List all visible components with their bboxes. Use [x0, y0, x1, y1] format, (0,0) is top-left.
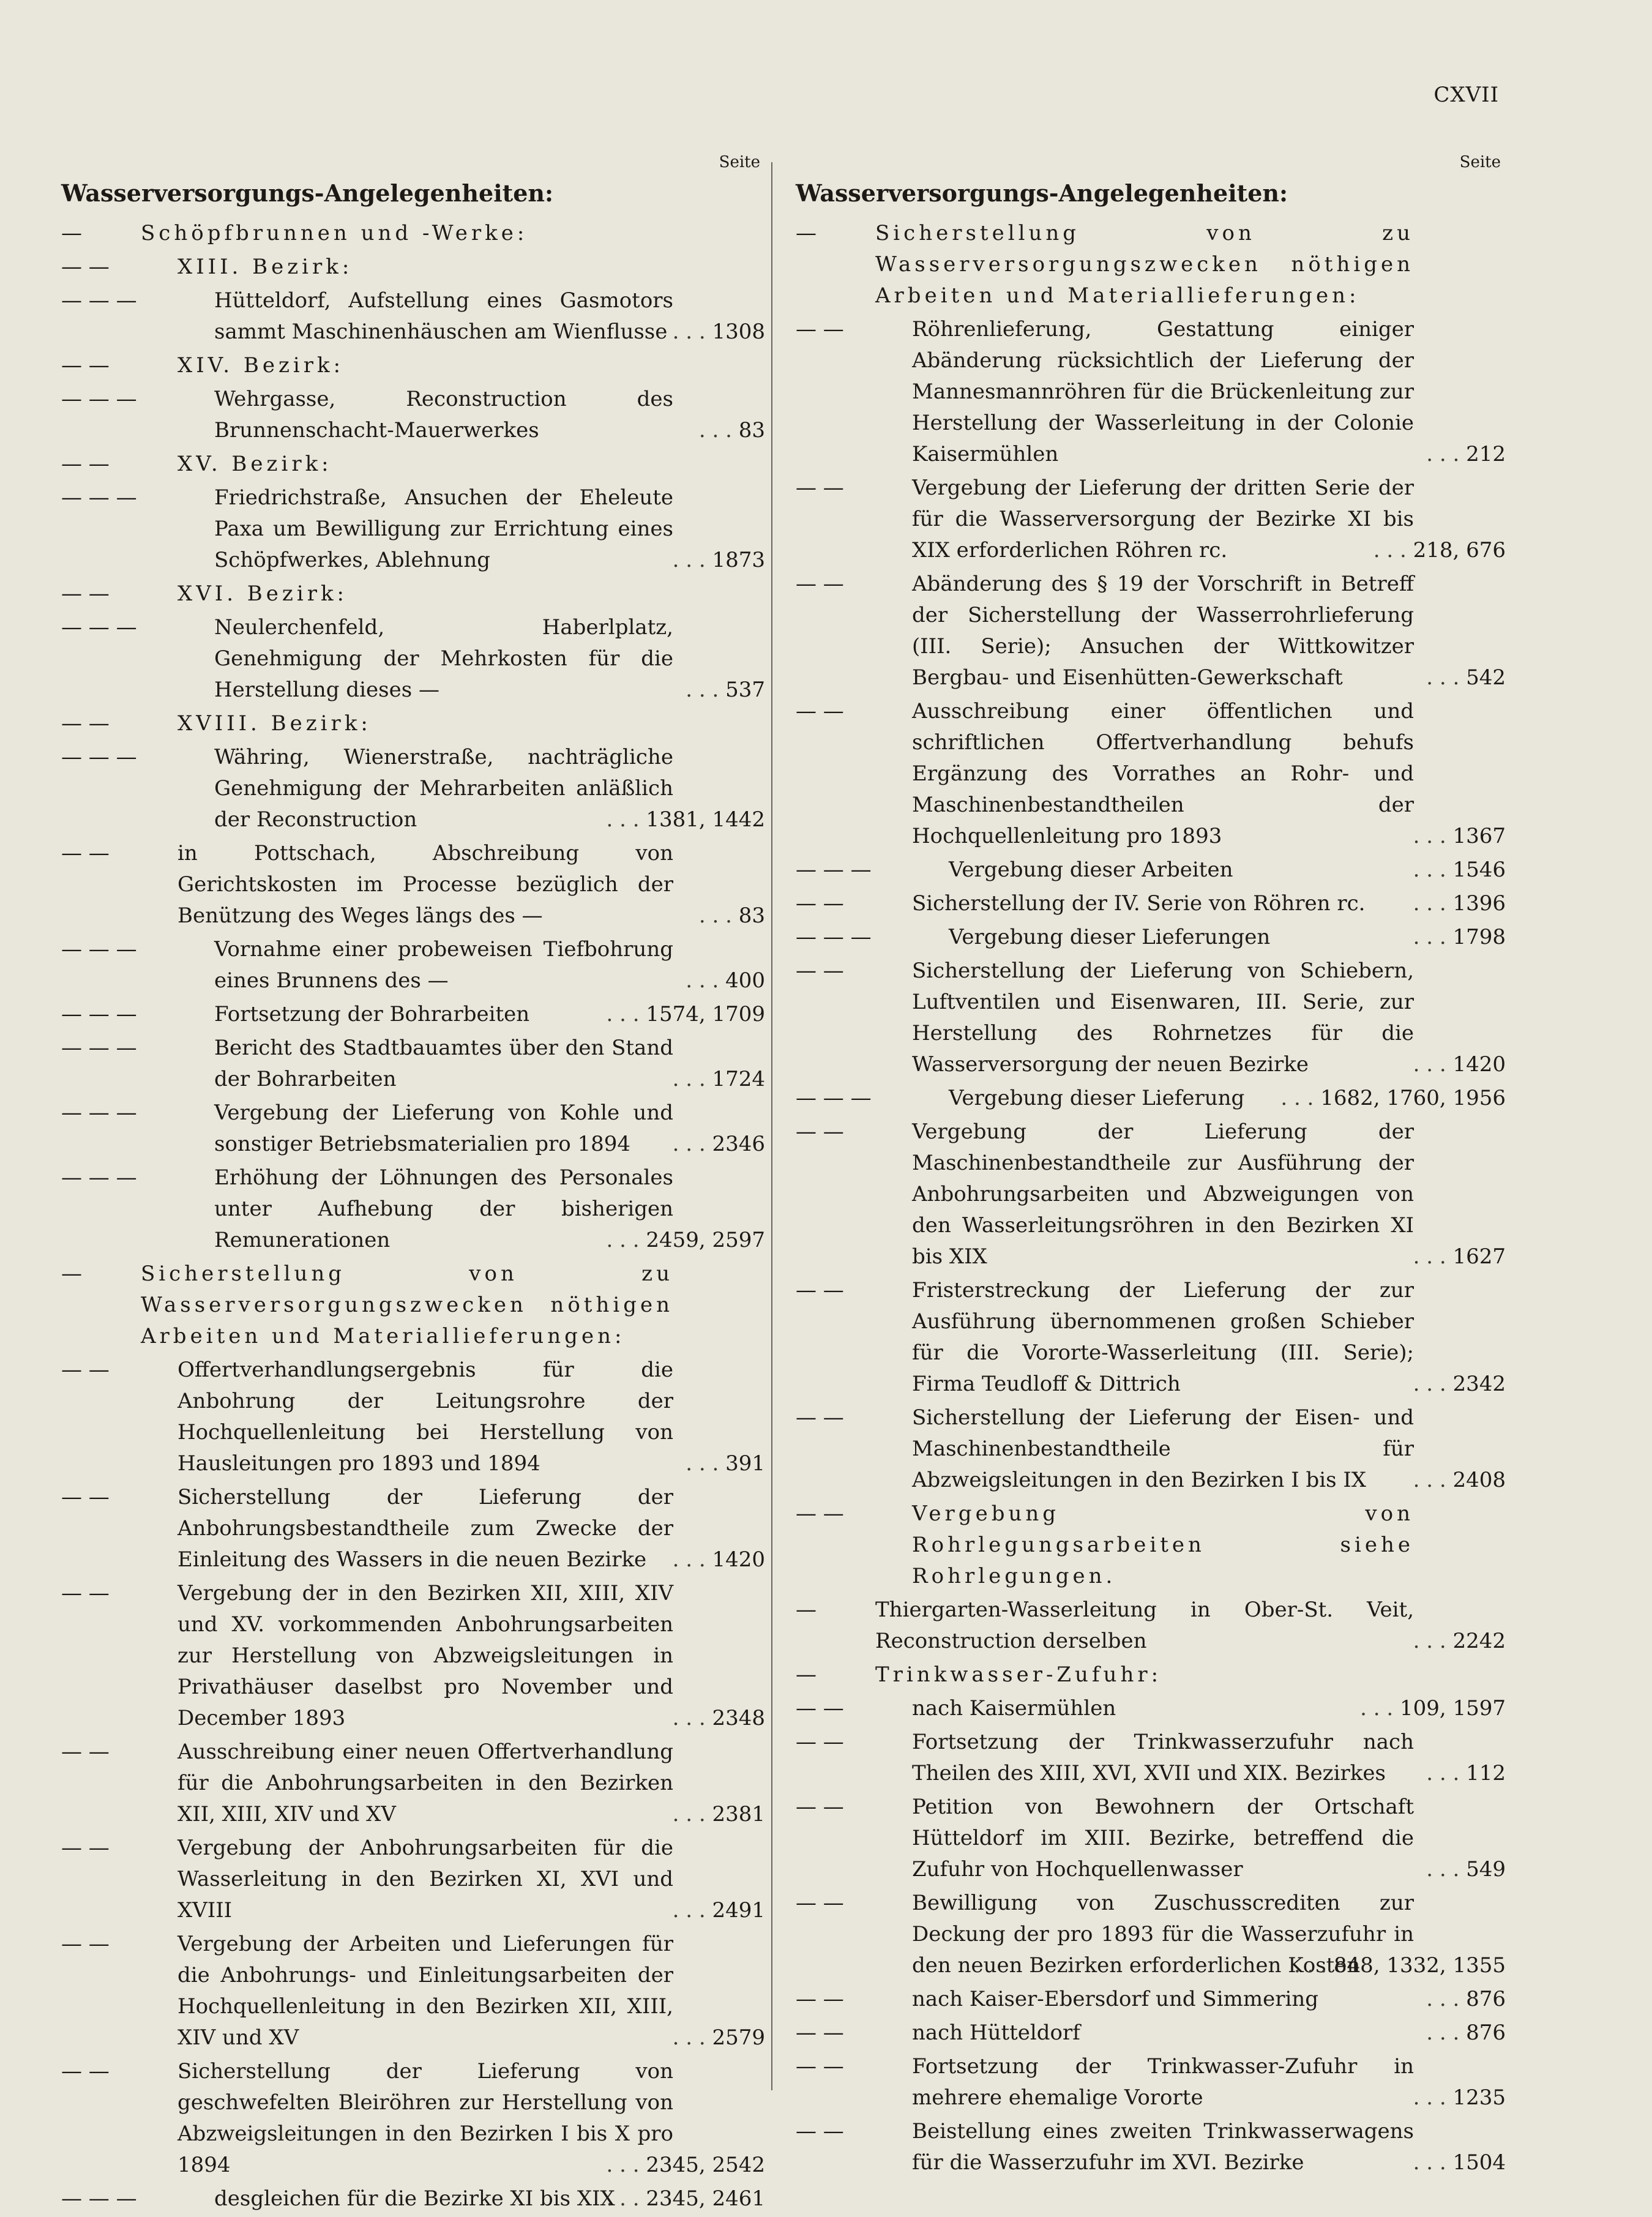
- index-entry: [796, 2116, 1506, 2178]
- entry-dash: — — —: [796, 925, 872, 949]
- entry-page-ref: . . . 1367: [1413, 821, 1506, 852]
- entry-dash: — —: [61, 255, 110, 279]
- entry-dash: — —: [61, 1358, 110, 1382]
- entry-text: Vergebung der in den Bezirken XII, XIII, XIV und XV. vorkommenden Anbohrungsarbeiten zur Herstellung von Abzweigsleitungen in Privathäuser daselbst pro November und December 1893: [178, 1581, 673, 1730]
- index-entry: [796, 2051, 1506, 2114]
- index-entry: [61, 1162, 765, 1256]
- entry-page-ref: . . . 2491: [673, 1895, 765, 1926]
- index-entry: [796, 854, 1506, 886]
- entry-text: Vergebung der Lieferung der dritten Serie der für die Wasserversorgung der Bezirke XI bis XIX erforderlichen Röhren rc.: [912, 476, 1414, 563]
- entry-text: Vergebung der Lieferung der Maschinenbestandtheile zur Ausführung der Anbohrungsarbeiten und Abzweigungen von den Wasserleitungsröhren in den Bezirken XI bis XIX: [912, 1120, 1414, 1269]
- entry-page-ref: . . . 2408: [1413, 1465, 1506, 1496]
- entry-dash: — —: [796, 959, 844, 983]
- entry-text: Währing, Wienerstraße, nachträgliche Genehmigung der Mehrarbeiten anläßlich der Reconstruction: [214, 745, 673, 832]
- entry-page-ref: . . . 2459, 2597: [606, 1225, 765, 1256]
- entry-dash: — —: [61, 353, 110, 378]
- entry-page-ref: . . . 109, 1597: [1360, 1693, 1506, 1724]
- entry-dash: — —: [61, 1836, 110, 1860]
- index-entry: [796, 569, 1506, 694]
- index-entry: [796, 888, 1506, 919]
- entry-text: Sicherstellung von zu Wasserversorgungszwecken nöthigen Arbeiten und Materiallieferungen:: [875, 221, 1414, 308]
- index-entry: [61, 1833, 765, 1926]
- entry-page-ref: . . . 1798: [1413, 922, 1506, 953]
- entry-page-ref: . . . 1396: [1413, 888, 1506, 919]
- entry-page-ref: . . . 1235: [1413, 2082, 1506, 2114]
- entry-dash: — —: [796, 572, 844, 596]
- index-entry: [61, 1737, 765, 1830]
- index-entry: [796, 314, 1506, 470]
- entry-text: Friedrichstraße, Ansuchen der Eheleute Paxa um Bewilligung zur Errichtung eines Schöpfwerkes, Ablehnung: [214, 485, 673, 572]
- index-entry: [796, 218, 1506, 312]
- left-column: [61, 153, 765, 2217]
- entry-dash: — —: [61, 711, 110, 736]
- entry-page-ref: . . . 83: [699, 415, 765, 446]
- index-entry: [796, 1659, 1506, 1691]
- index-entry: [61, 1929, 765, 2054]
- entry-page-ref: . . . 2242: [1413, 1626, 1506, 1657]
- entry-page-ref: . . . 1724: [673, 1064, 765, 1095]
- entry-page-ref: . . . 542: [1426, 662, 1506, 694]
- entry-page-ref: . . . 1546: [1413, 854, 1506, 886]
- entry-page-ref: . . . 1682, 1760, 1956: [1280, 1083, 1506, 1114]
- entry-dash: — — —: [61, 288, 137, 313]
- index-entry: [61, 838, 765, 932]
- index-entry: [61, 934, 765, 996]
- index-entry: [796, 1693, 1506, 1724]
- entry-text: Sicherstellung von zu Wasserversorgungszwecken nöthigen Arbeiten und Materiallieferungen:: [141, 1262, 673, 1348]
- index-entry: [61, 218, 765, 249]
- entry-page-ref: . . . 112: [1426, 1758, 1506, 1789]
- index-entry: [61, 285, 765, 348]
- entry-page-ref: . . . 1504: [1413, 2147, 1506, 2178]
- entry-text: nach Hütteldorf: [912, 2021, 1080, 2045]
- entry-dash: — —: [796, 1278, 844, 1303]
- entry-dash: — —: [796, 1795, 844, 1819]
- index-entry: [61, 1578, 765, 1734]
- entry-dash: —: [796, 221, 817, 245]
- entry-text: Fortsetzung der Trinkwasserzufuhr nach Theilen des XIII, XVI, XVII und XIX. Bezirkes: [912, 1730, 1414, 1785]
- entry-page-ref: . . . 2345, 2542: [606, 2150, 765, 2181]
- index-entry: [61, 384, 765, 446]
- entry-text: Vergebung dieser Lieferung: [949, 1086, 1245, 1110]
- entry-dash: — — —: [61, 387, 137, 411]
- entry-dash: — —: [796, 1696, 844, 1721]
- entry-text: Bericht des Stadtbauamtes über den Stand der Bohrarbeiten: [214, 1036, 673, 1091]
- index-entry: [796, 1083, 1506, 1114]
- entry-dash: — —: [61, 452, 110, 476]
- entry-page-ref: . . . 391: [686, 1448, 765, 1479]
- index-entry: [796, 1402, 1506, 1496]
- index-entry: [61, 1258, 765, 1352]
- entry-dash: — — —: [61, 2186, 137, 2211]
- entry-page-ref: . . . 2346: [673, 1129, 765, 1160]
- entry-page-ref: . . . 848, 1332, 1355: [1294, 1950, 1506, 1981]
- entry-dash: — —: [796, 1987, 844, 2011]
- entry-page-ref: . . . 2579: [673, 2022, 765, 2054]
- seite-label: Seite: [719, 153, 760, 171]
- entry-page-ref: . . . 212: [1426, 439, 1506, 470]
- index-entry: [796, 1595, 1506, 1657]
- entry-list: [796, 218, 1506, 2178]
- index-entry: [796, 1984, 1506, 2015]
- entry-text: XVI. Bezirk:: [178, 581, 348, 606]
- right-column: [796, 153, 1506, 2181]
- index-entry: [796, 696, 1506, 852]
- index-entry: [61, 742, 765, 836]
- entry-page-ref: . . . 2342: [1413, 1369, 1506, 1400]
- entry-dash: — —: [61, 581, 110, 606]
- entry-text: XV. Bezirk:: [178, 452, 332, 476]
- entry-page-ref: . . . 1420: [1413, 1049, 1506, 1080]
- entry-text: Sicherstellung der Lieferung von Schiebern, Luftventilen und Eisenwaren, III. Serie, zur Herstellung des Rohrnetzes für die Wasserversorgung der neuen Bezirke: [912, 959, 1414, 1077]
- seite-label: Seite: [1459, 153, 1501, 171]
- entry-text: XVIII. Bezirk:: [178, 711, 372, 736]
- entry-page-ref: . . . 549: [1426, 1854, 1506, 1885]
- entry-dash: — — —: [61, 485, 137, 510]
- entry-text: Vergebung der Arbeiten und Lieferungen für die Anbohrungs- und Einleitungsarbeiten der Hochquellenleitung in den Bezirken XII, XIII, XIV und XV: [178, 1932, 673, 2050]
- entry-text: in Pottschach, Abschreibung von Gerichtskosten im Processe bezüglich der Benützung des Weges längs des —: [178, 841, 673, 928]
- section-heading: Wasserversorgungs-Angelegenheiten:: [61, 179, 554, 207]
- index-entry: [61, 449, 765, 480]
- entry-dash: — —: [796, 891, 844, 916]
- entry-text: Neulerchenfeld, Haberlplatz, Genehmigung der Mehrkosten für die Herstellung dieses —: [214, 615, 673, 702]
- entry-text: Sicherstellung der Lieferung von geschwefelten Bleiröhren zur Herstellung von Abzweigsleitungen in den Bezirken I bis X pro 1894: [178, 2059, 673, 2177]
- entry-dash: —: [796, 1598, 817, 1622]
- entry-text: Erhöhung der Löhnungen des Personales unter Aufhebung der bisherigen Remunerationen: [214, 1165, 673, 1252]
- index-entry: [796, 1727, 1506, 1789]
- entry-dash: — —: [796, 699, 844, 723]
- entry-dash: — —: [796, 476, 844, 500]
- entry-page-ref: . . . 218, 676: [1374, 535, 1506, 566]
- entry-dash: — — —: [61, 1036, 137, 1060]
- entry-dash: — — —: [61, 937, 137, 962]
- index-entry: [796, 1275, 1506, 1400]
- entry-text: Bewilligung von Zuschusscrediten zur Deckung der pro 1893 für die Wasserzufuhr in den neuen Bezirken erforderlichen Kosten: [912, 1891, 1414, 1978]
- index-entry: [796, 2017, 1506, 2049]
- entry-dash: —: [796, 1662, 817, 1687]
- entry-dash: — —: [796, 2054, 844, 2079]
- index-entry: [61, 2183, 765, 2215]
- entry-text: Wehrgasse, Reconstruction des Brunnenschacht-Mauerwerkes: [214, 387, 673, 443]
- entry-dash: — — —: [61, 1002, 137, 1026]
- entry-page-ref: . . . 1420: [673, 1544, 765, 1576]
- index-entry: [61, 1355, 765, 1479]
- entry-text: Ausschreibung einer neuen Offertverhandlung für die Anbohrungsarbeiten in den Bezirken XII, XIII, XIV und XV: [178, 1740, 673, 1826]
- index-entry: [796, 1498, 1506, 1592]
- entry-text: Röhrenlieferung, Gestattung einiger Abänderung rücksichtlich der Lieferung der Mannesmannröhren für die Brückenleitung zur Herstellung der Wasserleitung in der Colonie Kaisermühlen: [912, 317, 1414, 466]
- entry-page-ref: . . . 1873: [673, 545, 765, 576]
- entry-dash: — —: [61, 841, 110, 865]
- index-entry: [61, 1097, 765, 1160]
- index-entry: [796, 1792, 1506, 1885]
- entry-text: Thiergarten-Wasserleitung in Ober-St. Veit, Reconstruction derselben: [875, 1598, 1414, 1653]
- index-entry: [61, 252, 765, 283]
- page-number: CXVII: [1433, 83, 1499, 107]
- entry-text: Sicherstellung der IV. Serie von Röhren rc.: [912, 891, 1366, 916]
- column-divider: [771, 162, 772, 2090]
- index-entry: [61, 999, 765, 1030]
- entry-dash: — —: [61, 1581, 110, 1606]
- entry-text: Petition von Bewohnern der Ortschaft Hütteldorf im XIII. Bezirke, betreffend die Zufuhr von Hochquellenwasser: [912, 1795, 1414, 1882]
- index-entry: [61, 708, 765, 739]
- entry-dash: — — —: [796, 858, 872, 882]
- entry-text: Offertverhandlungsergebnis für die Anbohrung der Leitungsrohre der Hochquellenleitung bei Herstellung von Hausleitungen pro 1893 und 1894: [178, 1358, 673, 1476]
- entry-text: Sicherstellung der Lieferung der Anbohrungsbestandtheile zum Zwecke der Einleitung des Wassers in die neuen Bezirke: [178, 1485, 673, 1572]
- entry-page-ref: . . . 2381: [673, 1799, 765, 1830]
- index-entry: [61, 578, 765, 610]
- entry-page-ref: . . . 1627: [1413, 1241, 1506, 1273]
- index-entry: [796, 473, 1506, 566]
- index-entry: [796, 1116, 1506, 1273]
- entry-dash: — —: [796, 1730, 844, 1754]
- entry-page-ref: . . . 1574, 1709: [606, 999, 765, 1030]
- index-entry: [61, 612, 765, 706]
- entry-text: Vergebung der Anbohrungsarbeiten für die Wasserleitung in den Bezirken XI, XVI und XVIII: [178, 1836, 673, 1923]
- entry-page-ref: . . . 400: [686, 965, 765, 996]
- entry-dash: — — —: [61, 1101, 137, 1125]
- entry-page-ref: . . . 876: [1426, 1984, 1506, 2015]
- index-entry: [61, 350, 765, 381]
- entry-text: XIV. Bezirk:: [178, 353, 345, 378]
- entry-text: Schöpfbrunnen und -Werke:: [141, 221, 528, 245]
- index-entry: [61, 482, 765, 576]
- entry-page-ref: . . . 83: [699, 900, 765, 932]
- entry-text: Beistellung eines zweiten Trinkwasserwagens für die Wasserzufuhr im XVI. Bezirke: [912, 2119, 1414, 2175]
- entry-dash: —: [61, 221, 82, 245]
- entry-text: Trinkwasser-Zufuhr:: [875, 1662, 1162, 1687]
- entry-text: nach Kaiser-Ebersdorf und Simmering: [912, 1987, 1318, 2011]
- entry-dash: — — —: [61, 1165, 137, 1190]
- entry-text: XIII. Bezirk:: [178, 255, 353, 279]
- entry-text: Vergebung von Rohrlegungsarbeiten siehe Rohrlegungen.: [912, 1501, 1414, 1588]
- entry-dash: — —: [796, 317, 844, 342]
- entry-text: desgleichen für die Bezirke XI bis XIX: [214, 2186, 615, 2211]
- entry-text: Abänderung des § 19 der Vorschrift in Betreff der Sicherstellung der Wasserrohrlieferung (III. Serie); Ansuchen der Wittkowitzer Bergbau- und Eisenhütten-Gewerkschaft: [912, 572, 1414, 690]
- entry-page-ref: . . . 1308: [673, 316, 765, 348]
- entry-text: Vergebung dieser Lieferungen: [949, 925, 1271, 949]
- entry-dash: — —: [796, 1891, 844, 1915]
- index-entry: [796, 955, 1506, 1080]
- entry-dash: —: [61, 1262, 82, 1286]
- entry-page-ref: . . . 876: [1426, 2017, 1506, 2049]
- entry-dash: — —: [61, 2059, 110, 2084]
- entry-text: Vornahme einer probeweisen Tiefbohrung eines Brunnens des —: [214, 937, 673, 993]
- entry-text: Fortsetzung der Bohrarbeiten: [214, 1002, 530, 1026]
- entry-text: Fristerstreckung der Lieferung der zur Ausführung übernommenen großen Schieber für die Vororte-Wasserleitung (III. Serie); Firma Teudloff & Dittrich: [912, 1278, 1414, 1396]
- index-entry: [61, 1482, 765, 1576]
- entry-page-ref: . . . 2345, 2461: [606, 2183, 765, 2215]
- entry-text: Ausschreibung einer öffentlichen und schriftlichen Offertverhandlung behufs Ergänzung des Vorrathes an Rohr- und Maschinenbestandtheilen der Hochquellenleitung pro 1893: [912, 699, 1414, 848]
- entry-text: Hütteldorf, Aufstellung eines Gasmotors sammt Maschinenhäuschen am Wienflusse: [214, 288, 673, 344]
- entry-dash: — —: [796, 1405, 844, 1430]
- entry-dash: — — —: [61, 615, 137, 640]
- index-entry: [796, 1888, 1506, 1981]
- index-entry: [61, 1033, 765, 1095]
- entry-dash: — —: [796, 2119, 844, 2144]
- entry-dash: — —: [61, 1740, 110, 1764]
- entry-text: nach Kaisermühlen: [912, 1696, 1116, 1721]
- index-entry: [61, 2056, 765, 2181]
- section-heading: Wasserversorgungs-Angelegenheiten:: [796, 179, 1288, 207]
- entry-text: Fortsetzung der Trinkwasser-Zufuhr in mehrere ehemalige Vororte: [912, 2054, 1414, 2110]
- entry-text: Vergebung der Lieferung von Kohle und sonstiger Betriebsmaterialien pro 1894: [214, 1101, 673, 1156]
- entry-dash: — —: [796, 2021, 844, 2045]
- entry-dash: — —: [796, 1501, 844, 1526]
- entry-dash: — —: [61, 1485, 110, 1509]
- entry-list: [61, 218, 765, 2215]
- entry-text: Vergebung dieser Arbeiten: [949, 858, 1233, 882]
- entry-page-ref: . . . 1381, 1442: [606, 804, 765, 836]
- entry-dash: — — —: [796, 1086, 872, 1110]
- entry-dash: — — —: [61, 745, 137, 769]
- entry-dash: — —: [796, 1120, 844, 1144]
- entry-text: Sicherstellung der Lieferung der Eisen- und Maschinenbestandtheile für Abzweigsleitungen in den Bezirken I bis IX: [912, 1405, 1414, 1492]
- index-entry: [796, 922, 1506, 953]
- entry-dash: — —: [61, 1932, 110, 1956]
- entry-page-ref: . . . 2348: [673, 1703, 765, 1734]
- entry-page-ref: . . . 537: [686, 675, 765, 706]
